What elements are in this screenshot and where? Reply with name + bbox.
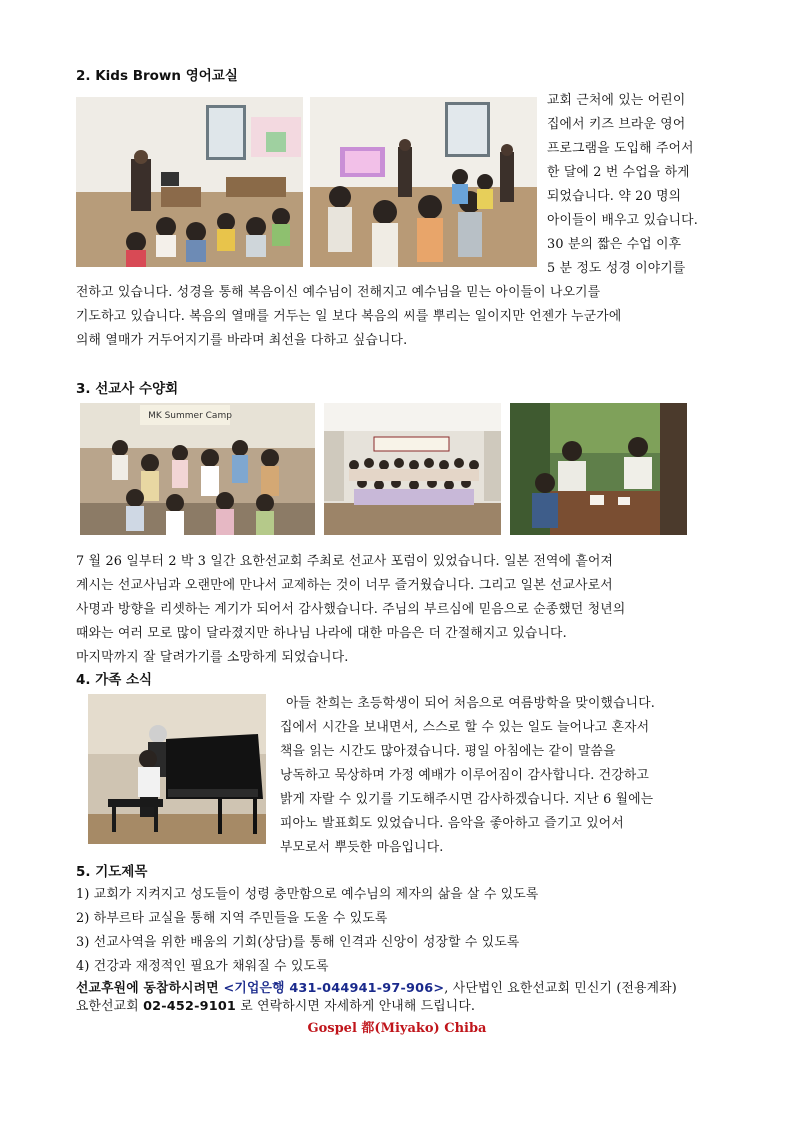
support-line2-post: 로 연락하시면 자세하게 안내해 드립니다. [236,999,476,1014]
prayer-item: 3) 선교사역을 위한 배움의 기회(상담)를 통해 인격과 신앙이 성장할 수 있도록 [76,935,520,950]
section2-body-line: 의해 열매가 거두어지기를 바라며 최선을 다하고 싶습니다. [76,333,408,348]
support-line2-pre: 요한선교회 [76,999,144,1014]
section4-body-line: 아들 찬희는 초등학생이 되어 처음으로 여름방학을 맞이했습니다. [286,696,656,711]
support-rest: , 사단법인 요한선교회 민신기 (전용계좌) [444,981,677,996]
section4-body-line: 밝게 자랄 수 있기를 기도해주시면 감사하겠습니다. 지난 6 월에는 [280,792,654,807]
section2-side-line: 되었습니다. 약 20 명의 [547,189,682,204]
section4-body-line: 부모로서 뿌듯한 마음입니다. [280,840,444,855]
section3-body-line: 계시는 선교사님과 오랜만에 만나서 교제하는 것이 너무 즐거웠습니다. 그리고 일본 선교사로서 [76,578,613,593]
section2-side-line: 30 분의 짧은 수업 이후 [547,237,682,252]
section2-side-line: 프로그램을 도입해 주어서 [547,141,694,156]
section3-body-line: 사명과 방향을 리셋하는 계기가 되어서 감사했습니다. 주님의 부르심에 믿음으로 순종했던 청년의 [76,602,626,617]
prayer-item: 4) 건강과 재정적인 필요가 채워질 수 있도록 [76,959,329,974]
section2-side-line: 교회 근처에 있는 어린이 [547,93,686,108]
section2-side-line: 한 달에 2 번 수업을 하게 [547,165,690,180]
section2-side-line: 아이들이 배우고 있습니다. [547,213,698,228]
kids-class-photo-2 [310,97,537,267]
section2-heading: 2. Kids Brown 영어교실 [76,68,238,84]
piano-recital-photo [88,694,266,844]
section5-heading: 5. 기도제목 [76,864,148,880]
section4-body-line: 낭독하고 묵상하며 가정 예배가 이루어짐이 감사합니다. 건강하고 [280,768,650,783]
prayer-item: 1) 교회가 지켜지고 성도들이 성령 충만함으로 예수님의 제자의 삶을 살 수 있도록 [76,887,539,902]
section3-body-line: 7 월 26 일부터 2 박 3 일간 요한선교회 주최로 선교사 포럼이 있었습니다. 일본 전역에 흩어져 [76,554,614,569]
section4-body-line: 집에서 시간을 보내면서, 스스로 할 수 있는 일도 늘어나고 혼자서 [280,720,650,735]
summer-camp-photo-1 [80,403,315,535]
bank-account: <기업은행 431-044941-97-906> [223,981,445,996]
section3-heading: 3. 선교사 수양회 [76,381,179,397]
summer-camp-photo-3 [510,403,687,535]
section2-side-line: 5 분 정도 성경 이야기를 [547,261,686,276]
section4-heading: 4. 가족 소식 [76,672,153,688]
footer-signature: Gospel 都(Miyako) Chiba [307,1021,487,1036]
phone-number: 02-452-9101 [143,999,237,1014]
kids-class-photo-1 [76,97,303,267]
section4-body-line: 피아노 발표회도 있었습니다. 음악을 좋아하고 즐기고 있어서 [280,816,624,831]
section2-body-line: 기도하고 있습니다. 복음의 열매를 거두는 일 보다 복음의 씨를 뿌리는 일이지만 언젠가 누군가에 [76,309,622,324]
summer-camp-photo-2 [324,403,501,535]
prayer-item: 2) 하부르타 교실을 통해 지역 주민들을 도울 수 있도록 [76,911,388,926]
section3-body-line: 마지막까지 잘 달려가기를 소망하게 되었습니다. [76,650,349,665]
section2-body-line: 전하고 있습니다. 성경을 통해 복음이신 예수님이 전해지고 예수님을 믿는 아이들이 나오기를 [76,285,601,300]
support-line-2 [76,996,475,1018]
section3-body-line: 때와는 여러 모로 많이 달라졌지만 하나님 나라에 대한 마음은 더 간절해지고 있습니다. [76,626,567,641]
section2-side-line: 집에서 키즈 브라운 영어 [547,117,686,132]
support-lead: 선교후원에 동참하시려면 [76,981,224,996]
camp-banner-text: MK Summer Camp [148,411,232,421]
section4-body-line: 책을 읽는 시간도 많아졌습니다. 평일 아침에는 같이 말씀을 [280,744,616,759]
